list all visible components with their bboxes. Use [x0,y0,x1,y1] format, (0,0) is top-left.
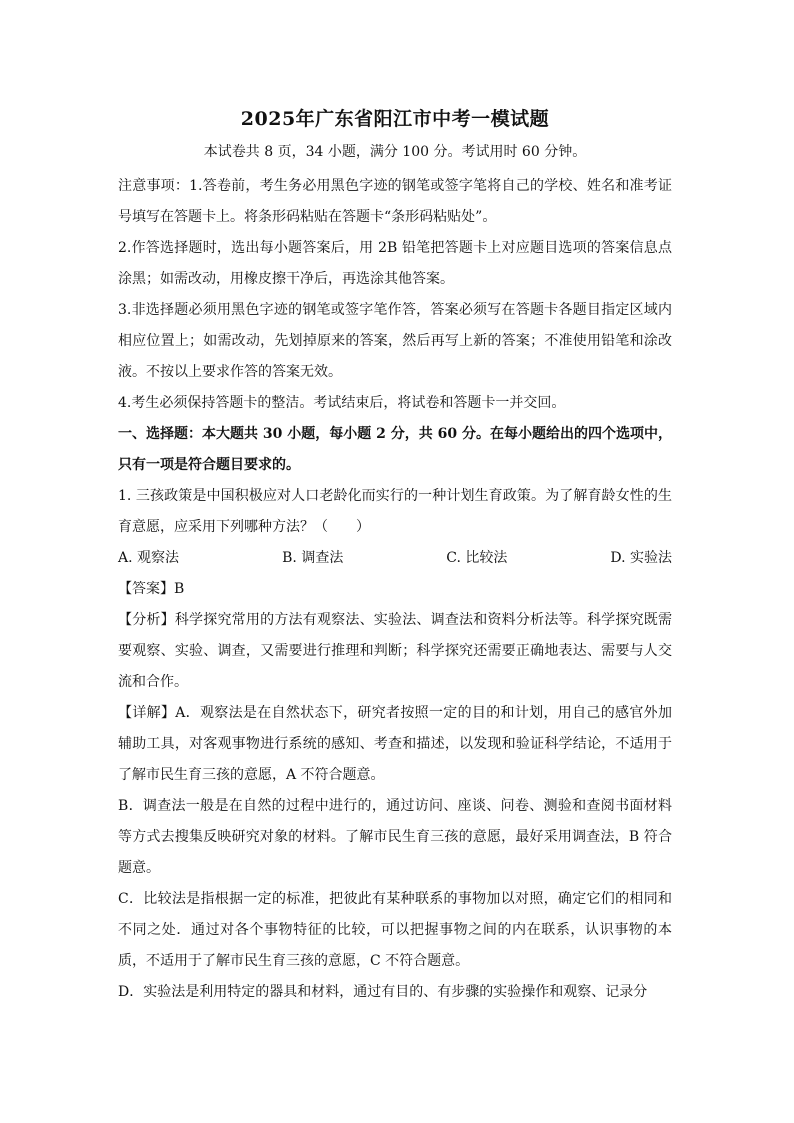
detail-b: B．调查法一般是在自然的过程中进行的，通过访问、座谈、问卷、测验和查阅书面材料等方式去搜集反映研究对象的材料。了解市民生育三孩的意愿，最好采用调查法，B 符合题意。 [118,798,672,876]
page-content [118,104,672,1008]
option-d: D. 实验法 [610,550,673,566]
exam-info: 本试卷共 8 页，34 小题，满分 100 分。考试用时 60 分钟。 [203,144,587,160]
notice-item-2: 2.作答选择题时，选出每小题答案后，用 2B 铅笔把答题卡上对应题目选项的答案信息点涂黑；如需改动，用橡皮擦干净后，再选涂其他答案。 [118,240,672,287]
page-title: 2025年广东省阳江市中考一模试题 [240,108,550,130]
option-c: C. 比较法 [446,550,508,566]
section-heading: 一、选择题：本大题共 30 小题，每小题 2 分，共 60 分。在每小题给出的四个选项中，只有一项是符合题目要求的。 [118,426,672,473]
detail-c: C．比较法是指根据一定的标准，把彼此有某种联系的事物加以对照，确定它们的相同和不同之处．通过对各个事物特征的比较，可以把握事物之间的内在联系，认识事物的本质，不适用于了解市民生育三孩的意愿，C 不符合题意。 [118,891,672,969]
question-options [118,543,672,574]
notice-item-3: 3.非选择题必须用黑色字迹的钢笔或签字笔作答，答案必须写在答题卡各题目指定区域内相应位置上；如需改动，先划掉原来的答案，然后再写上新的答案；不准使用铅笔和涂改液。不按以上要求作答的答案无效。 [118,302,672,380]
option-b: B. 调查法 [282,550,344,566]
option-a: A. 观察法 [118,550,180,566]
question-stem: 1. 三孩政策是中国积极应对人口老龄化而实行的一种计划生育政策。为了解育龄女性的生育意愿，应采用下列哪种方法？（ ） [118,488,672,535]
detail-a: 【详解】A．观察法是在自然状态下，研究者按照一定的目的和计划，用自己的感官外加辅助工具，对客观事物进行系统的感知、考查和描述，以发现和验证科学结论，不适用于了解市民生育三孩的意愿，A 不符合题意。 [118,705,672,783]
detail-d: D．实验法是利用特定的器具和材料，通过有目的、有步骤的实验操作和观察、记录分 [118,984,648,1000]
answer: 【答案】B [118,581,185,597]
notice-item-1: 注意事项：1.答卷前，考生务必用黑色字迹的钢笔或签字笔将自己的学校、姓名和准考证号填写在答题卡上。将条形码粘贴在答题卡“条形码粘贴处”。 [118,178,672,225]
notice-item-4: 4.考生必须保持答题卡的整洁。考试结束后，将试卷和答题卡一并交回。 [118,395,566,411]
analysis: 【分析】科学探究常用的方法有观察法、实验法、调查法和资料分析法等。科学探究既需要观察、实验、调查，又需要进行推理和判断；科学探究还需要正确地表达、需要与人交流和合作。 [118,612,672,690]
